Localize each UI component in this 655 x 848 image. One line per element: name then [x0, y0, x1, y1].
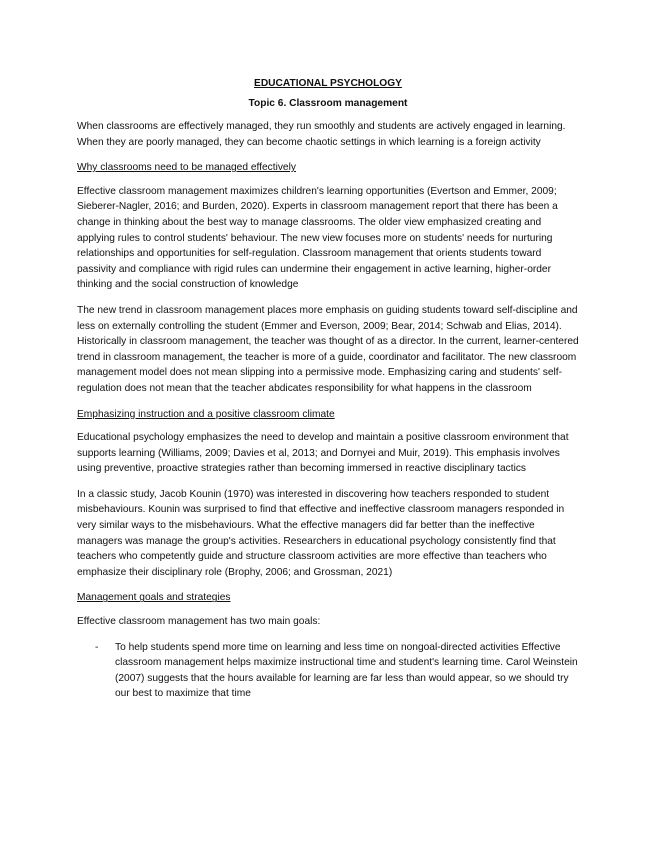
section-paragraph: In a classic study, Jacob Kounin (1970) was interested in discovering how teachers responded to student misbehaviours. Kounin was surprised to find that effective and ineffective classroom managers responded in very similar ways to the misbehaviours. What the effective managers did far better than the ineffective managers was manage the group's activities. Researchers in educational psychology consistently find that teachers who competently guide and structure classroom activities are more effective than teachers who emphasize their disciplinary role (Brophy, 2006; and Grossman, 2021): [77, 488, 565, 578]
document-subtitle: Topic 6. Classroom management: [248, 98, 408, 109]
section-paragraph: Effective classroom management maximizes children's learning opportunities (Evertson and Emmer, 2009; Sieberer-Nagler, 2016; and Burden, 2020). Experts in classroom management report that there has been a change in thinking about the best way to manage classrooms. The older view emphasized creating and applying rules to control students' behaviour. The new view focuses more on students' needs for nurturing relationships and opportunities for self-regulation. Classroom management that orients students toward passivity and compliance with rigid rules can undermine their engagement in active learning, higher-order thinking and the social construction of knowledge: [77, 185, 558, 291]
list-item-text: To help students spend more time on learning and less time on nongoal-directed activities Effective classroom management helps maximize instructional time and student's learning time. Carol Weinstein (2007) suggests that the hours available for learning are far less than would appear, so we should try our best to maximize that time: [115, 641, 578, 700]
section-heading-why-manage: Why classrooms need to be managed effectively: [77, 162, 296, 174]
list-dash-marker: -: [95, 641, 99, 653]
goals-list: [77, 640, 579, 702]
section-paragraph: Educational psychology emphasizes the need to develop and maintain a positive classroom environment that supports learning (Williams, 2009; Davies et al, 2013; and Dornyei and Muir, 2019). This emphasis involves using preventive, proactive strategies rather than becoming immersed in reactive disciplinary tactics: [77, 432, 569, 475]
section-paragraph: The new trend in classroom management places more emphasis on guiding students toward self-discipline and less on externally controlling the student (Emmer and Everson, 2009; Bear, 2014; Schwab and Elias, 2014). Historically in classroom management, the teacher was thought of as a director. In the current, learner-centered trend in classroom management, the teacher is more of a guide, coordinator and facilitator. The new classroom management model does not mean slipping into a permissive mode. Emphasizing caring and students' self-regulation does not mean that the teacher abdicates responsibility for what happens in the classroom: [77, 304, 579, 394]
list-item: [77, 640, 579, 702]
intro-paragraph: When classrooms are effectively managed, they run smoothly and students are actively engaged in learning. When they are poorly managed, they can become chaotic settings in which learning is a foreign activity: [77, 121, 566, 148]
document-title: EDUCATIONAL PSYCHOLOGY: [254, 78, 402, 89]
section-heading-positive-climate: Emphasizing instruction and a positive classroom climate: [77, 408, 335, 420]
section-paragraph: Effective classroom management has two main goals:: [77, 616, 321, 628]
section-heading-management-goals: Management goals and strategies: [77, 592, 231, 604]
